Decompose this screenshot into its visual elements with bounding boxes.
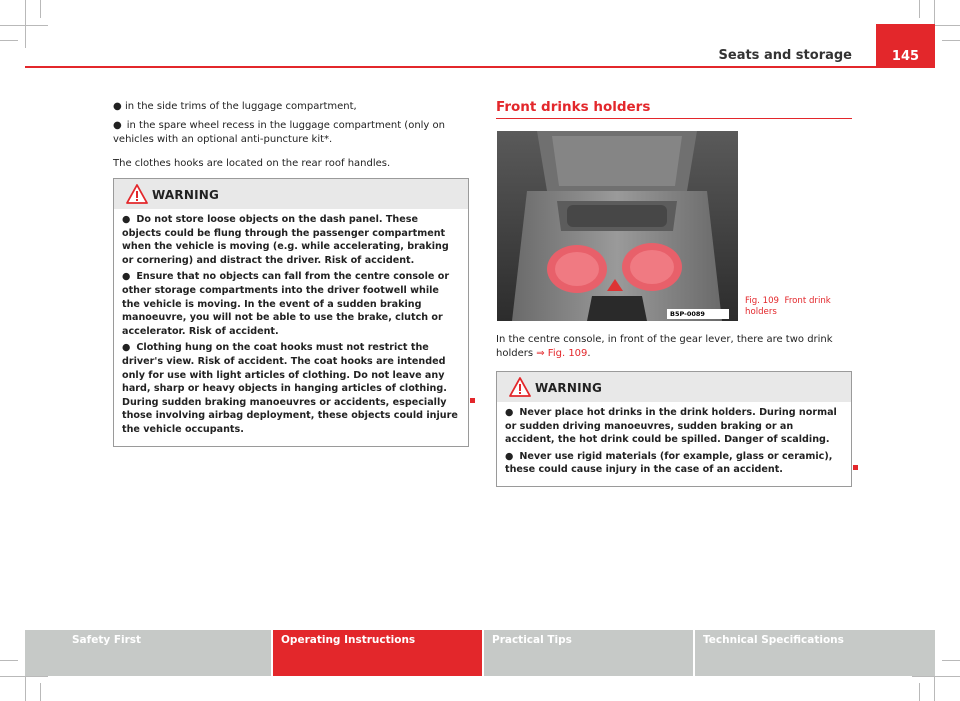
section-end-marker — [853, 465, 858, 470]
warning-box-right — [496, 371, 852, 487]
bullet-icon: ● — [122, 342, 131, 354]
warning-body — [497, 402, 851, 486]
warning-body — [114, 209, 468, 446]
figure-caption — [745, 296, 835, 318]
bullet-icon: ● — [122, 214, 131, 225]
crop-mark — [0, 25, 48, 26]
crop-mark — [40, 683, 41, 701]
figure-image — [497, 131, 738, 321]
warning-triangle-icon — [126, 184, 148, 204]
warning-title: WARNING — [535, 381, 603, 395]
crop-mark — [0, 676, 48, 677]
tab-safety-first[interactable]: Safety First — [25, 630, 271, 676]
bullet-icon: ● — [113, 101, 122, 112]
bullet-icon: ● — [113, 120, 122, 131]
paragraph: The clothes hooks are located on the rear roof handles. — [113, 158, 391, 169]
warning-triangle-icon — [509, 377, 531, 397]
warning-title: WARNING — [152, 188, 220, 202]
section-heading: Front drinks holders — [496, 99, 651, 115]
warning-box-left — [113, 178, 469, 447]
section-end-marker — [470, 398, 475, 403]
warning-item: ● Do not store loose objects on the dash panel. These objects could be flung through the passenger compartment when the vehicle is moving (e.g. while accelerating, braking or cornering) and distract the driver. Risk of accident. — [122, 214, 449, 266]
tab-technical-specifications[interactable]: Technical Specifications — [695, 630, 935, 676]
figure-label: Fig. 109 — [745, 296, 780, 306]
header-rule — [25, 66, 935, 68]
right-paragraph: In the centre console, in front of the gear lever, there are two drink holders ⇒ Fig. 109. — [496, 334, 833, 359]
crop-mark — [919, 683, 920, 701]
warning-header — [114, 179, 468, 209]
left-bullet-list — [113, 100, 463, 171]
crop-mark — [0, 660, 18, 661]
page-section-title: Seats and storage — [718, 48, 852, 63]
warning-header — [497, 372, 851, 402]
crop-mark — [0, 40, 18, 41]
list-item: ● in the spare wheel recess in the luggage compartment (only on vehicles with an optional anti-puncture kit*. — [113, 120, 445, 145]
section-heading-rule — [496, 118, 852, 119]
bullet-icon: ● — [505, 450, 514, 462]
warning-item: ● Never place hot drinks in the drink holders. During normal or sudden driving manoeuvres, sudden braking or an accident, the hot drink could be spilled. Danger of scalding. — [505, 407, 837, 446]
crop-mark — [40, 0, 41, 18]
tab-operating-instructions[interactable]: Operating Instructions — [273, 630, 482, 676]
tab-practical-tips[interactable]: Practical Tips — [484, 630, 693, 676]
page-number: 145 — [891, 49, 920, 64]
crop-mark — [942, 40, 960, 41]
console-illustration — [497, 131, 738, 321]
crop-mark — [912, 676, 960, 677]
warning-item: ● Never use rigid materials (for example, glass or ceramic), these could cause injury in the case of an accident. — [505, 450, 833, 476]
warning-item: ● Ensure that no objects can fall from the centre console or other storage compartments into the driver footwell while the vehicle is moving. In the event of a sudden braking manoeuvre, you will not be able to use the brake, clutch or accelerator. Risk of accident. — [122, 271, 450, 337]
figure-code: B5P-0089 — [670, 310, 705, 318]
page-number-box — [876, 24, 935, 68]
bullet-icon: ● — [505, 407, 514, 418]
bullet-icon: ● — [122, 271, 131, 283]
list-item: ● in the side trims of the luggage compartment, — [113, 101, 357, 112]
figure-reference-link[interactable]: ⇒ Fig. 109 — [536, 348, 588, 359]
figure-caption-text: Front drink holders — [745, 296, 831, 317]
crop-mark — [942, 660, 960, 661]
crop-mark — [25, 0, 26, 48]
crop-mark — [919, 0, 920, 18]
warning-item: ● Clothing hung on the coat hooks must not restrict the driver's view. Risk of accident. The coat hooks are intended only for use with light articles of clothing. Do not leave any hard, sharp or heavy objects in hanging articles of clothing. During sudden braking manoeuvres or accidents, especially those involving airbag deployment, these objects could injure the vehicle occupants. — [122, 342, 458, 435]
